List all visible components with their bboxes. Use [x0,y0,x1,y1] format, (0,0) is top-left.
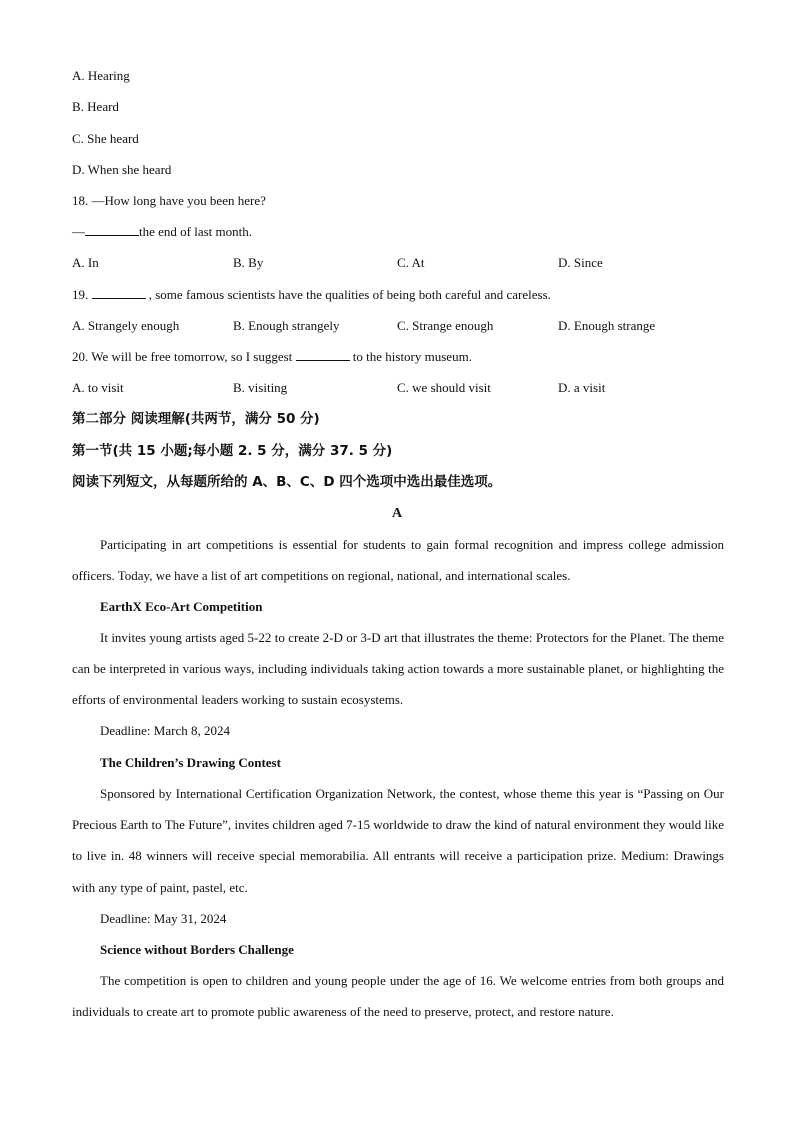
q18-stem: 18. —How long have you been here? [72,193,266,208]
part-two-heading: 第二部分 阅读理解(共两节，满分 50 分) [72,411,320,427]
q20-tail: to the history museum. [352,349,472,364]
competition-description [72,778,724,903]
q19-option-d: D. Enough strange [558,318,656,333]
q20-stem [72,348,472,366]
competition-title: The Children’s Drawing Contest [100,755,281,770]
q19-tail: , some famous scientists have the qualities of being both careful and careless. [148,287,551,302]
answer-blank [296,348,350,361]
q19-stem [72,286,551,304]
competition-deadline: Deadline: March 8, 2024 [100,723,230,738]
q20-head: 20. We will be free tomorrow, so I suggest [72,349,293,364]
competition-title: EarthX Eco-Art Competition [100,599,263,614]
answer-blank [92,286,146,299]
competition-deadline: Deadline: May 31, 2024 [100,911,227,926]
q17-option-c: C. She heard [72,131,139,146]
competition-description-text: It invites young artists aged 5-22 to create 2-D or 3-D art that illustrates the theme: Protectors for the Planet. The theme can be interpreted in various ways, including individuals taking action towards a more sustainable planet, or highlighting the efforts of environmental leaders working to sustain ecosystems. [72,630,724,708]
q18-dash: — [72,224,85,239]
competition-title: Science without Borders Challenge [100,942,294,957]
competition-description [72,965,724,1027]
q20-option-c: C. we should visit [397,380,491,395]
passage-intro [72,529,724,591]
q17-option-a: A. Hearing [72,68,130,83]
q19-option-b: B. Enough strangely [233,318,340,333]
q18-option-c: C. At [397,255,425,270]
q18-reply [72,223,252,241]
q17-option-d: D. When she heard [72,162,172,177]
q18-reply-tail: the end of last month. [139,224,253,239]
answer-blank [85,223,139,236]
passage-label: A [391,506,403,521]
section-one-heading: 第一节(共 15 小题;每小题 2. 5 分，满分 37. 5 分) [72,443,393,459]
competition-description-text: Sponsored by International Certification Organization Network, the contest, whose theme this year is “Passing on Our Precious Earth to The Future”, invites children aged 7-15 worldwide to draw the kind of natural environment they would like to live in. 48 winners will receive special memorabilia. All entrants will receive a participation prize. Medium: Drawings with any type of paint, pastel, etc. [72,786,724,895]
q20-option-d: D. a visit [558,380,606,395]
q18-option-b: B. By [233,255,264,270]
competition-description [72,622,724,716]
q18-option-d: D. Since [558,255,603,270]
q19-option-c: C. Strange enough [397,318,494,333]
q19-option-a: A. Strangely enough [72,318,180,333]
passage-intro-text: Participating in art competitions is essential for students to gain formal recognition and impress college admission officers. Today, we have a list of art competitions on regional, national, and international scales. [72,537,724,584]
q20-option-a: A. to visit [72,380,124,395]
q20-option-b: B. visiting [233,380,288,395]
reading-instruction: 阅读下列短文，从每题所给的 A、B、C、D 四个选项中选出最佳选项。 [72,474,502,490]
q17-option-b: B. Heard [72,99,119,114]
q18-option-a: A. In [72,255,99,270]
competition-description-text: The competition is open to children and young people under the age of 16. We welcome entries from both groups and individuals to create art to promote public awareness of the need to preserve, protect, and restore nature. [72,973,724,1020]
q19-number: 19. [72,287,89,302]
